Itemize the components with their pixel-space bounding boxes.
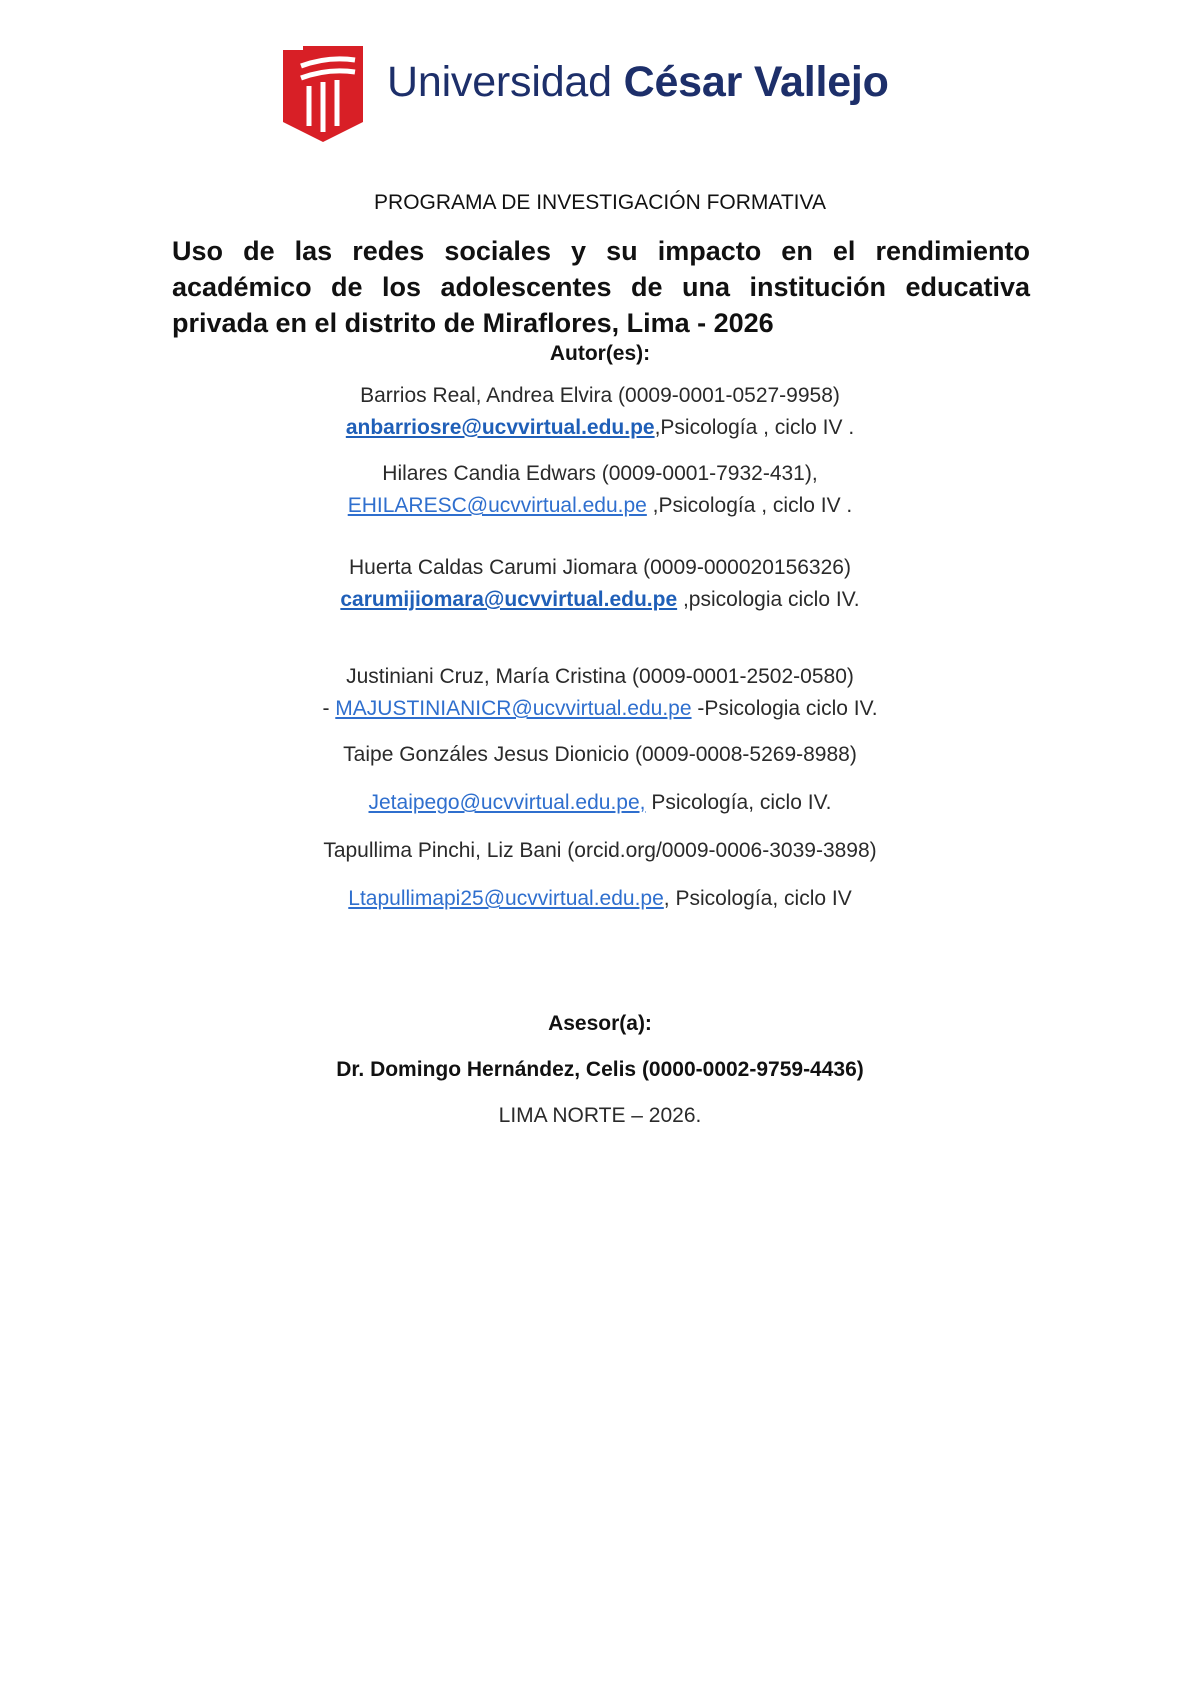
author-affiliation: ,Psicología , ciclo IV . — [654, 416, 855, 439]
author-contact — [0, 494, 1200, 518]
university-name — [387, 58, 889, 107]
author-contact — [0, 697, 1200, 721]
author-name: Hilares Candia Edwars (0009-0001-7932-431), — [382, 462, 818, 485]
author-contact — [0, 887, 1200, 911]
university-logo — [283, 46, 943, 142]
university-name-part1: Universidad — [387, 58, 624, 106]
author-affiliation: ,Psicología , ciclo IV . — [646, 494, 853, 517]
author-email-link[interactable]: Ltapullimapi25@ucvvirtual.edu.pe — [348, 887, 664, 910]
author-name: Huerta Caldas Carumi Jiomara (0009-000020156326) — [349, 556, 851, 579]
author-affiliation: Psicología, ciclo IV. — [645, 791, 832, 814]
advisor-heading: Asesor(a): — [548, 1012, 652, 1035]
place-year: LIMA NORTE – 2026. — [498, 1104, 702, 1127]
author-email-link[interactable]: Jetaipego@ucvvirtual.edu.pe, — [368, 791, 646, 814]
author-contact — [0, 791, 1200, 815]
research-title-line: Uso de las redes sociales y su impacto en el rendimiento — [172, 236, 1030, 266]
university-name-part2: César Vallejo — [623, 58, 889, 106]
author-email-link[interactable]: MAJUSTINIANICR@ucvvirtual.edu.pe — [335, 697, 692, 720]
author-prefix: - — [322, 697, 336, 720]
author-affiliation: -Psicologia ciclo IV. — [691, 697, 878, 720]
author-affiliation: , Psicología, ciclo IV — [663, 887, 852, 910]
research-title — [172, 233, 1030, 341]
author-name: Tapullima Pinchi, Liz Bani (orcid.org/0009-0006-3039-3898) — [323, 839, 877, 862]
program-heading: PROGRAMA DE INVESTIGACIÓN FORMATIVA — [374, 191, 826, 214]
research-title-line: académico de los adolescentes de una institución educativa — [172, 272, 1030, 302]
author-contact — [0, 588, 1200, 612]
author-email-link[interactable]: anbarriosre@ucvvirtual.edu.pe — [345, 416, 655, 439]
author-name: Taipe Gonzáles Jesus Dionicio (0009-0008-5269-8988) — [343, 743, 857, 766]
author-name: Justiniani Cruz, María Cristina (0009-0001-2502-0580) — [346, 665, 854, 688]
research-title-line: privada en el distrito de Miraflores, Lima - 2026 — [172, 308, 774, 338]
authors-heading: Autor(es): — [549, 342, 651, 365]
author-name: Barrios Real, Andrea Elvira (0009-0001-0527-9958) — [360, 384, 840, 407]
author-email-link[interactable]: carumijiomara@ucvvirtual.edu.pe — [340, 588, 678, 611]
author-email-link[interactable]: EHILARESC@ucvvirtual.edu.pe — [347, 494, 647, 517]
author-affiliation: ,psicologia ciclo IV. — [677, 588, 860, 611]
advisor-name: Dr. Domingo Hernández, Celis (0000-0002-9759-4436) — [336, 1058, 864, 1081]
author-contact — [0, 416, 1200, 440]
university-shield-icon — [283, 46, 363, 142]
